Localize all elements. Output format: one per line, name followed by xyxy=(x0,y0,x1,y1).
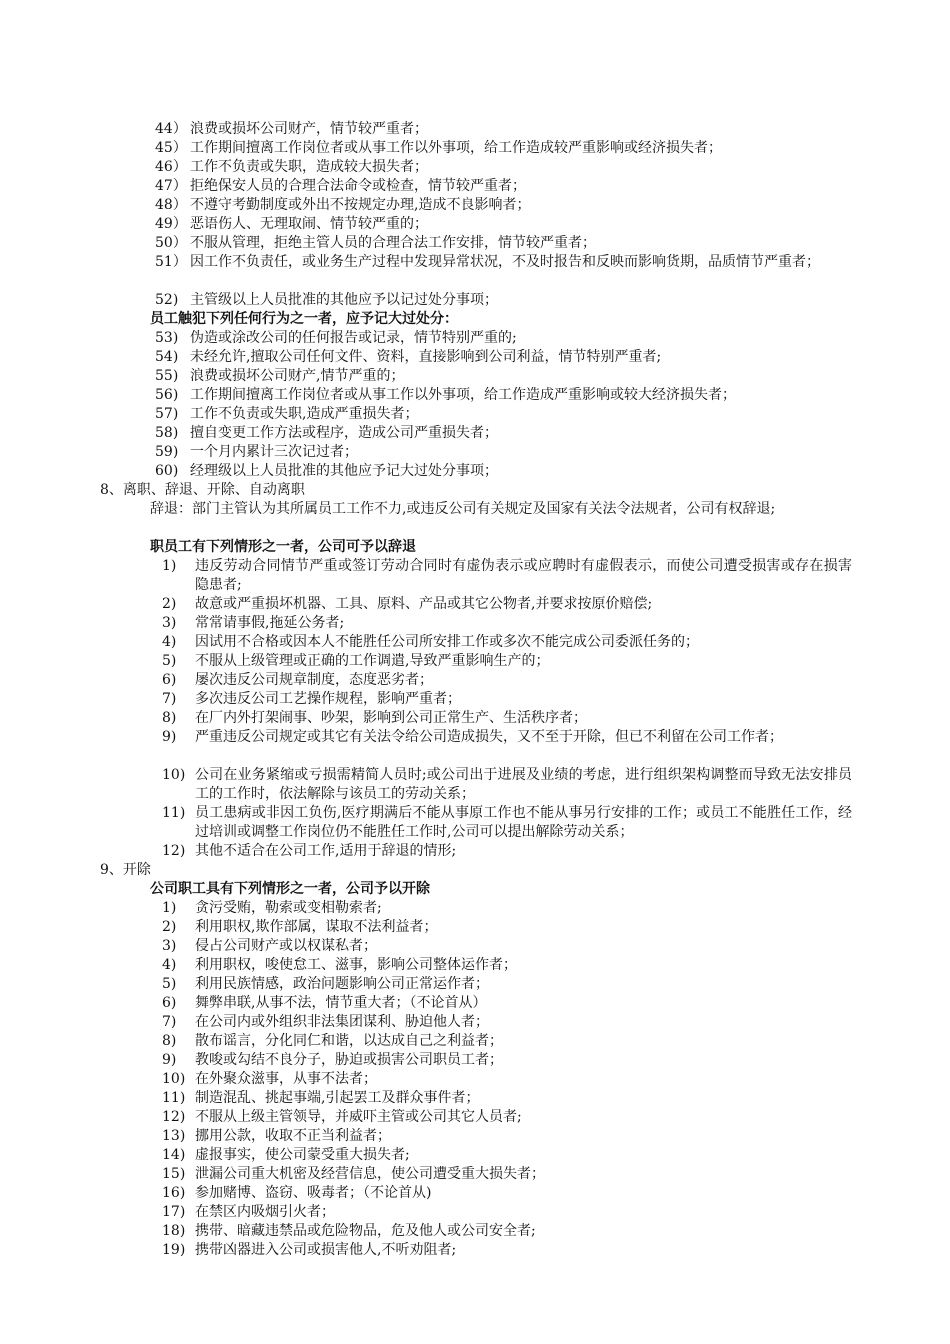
item-number: 8) xyxy=(162,710,177,726)
item-text: 舞弊串联,从事不法，情节重大者；（不论首从） xyxy=(195,995,487,1011)
item-text: 浪费或损坏公司财产，情节较严重者； xyxy=(190,121,428,137)
item-text: 工作不负责或失职，造成较大损失者； xyxy=(190,159,428,175)
item-text: 不服从上级主管领导，并威吓主管或公司其它人员者; xyxy=(195,1109,522,1125)
item-text: 恶语伤人、无理取闹、情节较严重的； xyxy=(190,216,428,232)
list-item xyxy=(0,405,950,424)
item-text: 不服从管理，拒绝主管人员的合理合法工作安排，情节较严重者； xyxy=(190,235,596,251)
item-number: 60) xyxy=(155,463,179,479)
item-number: 44） xyxy=(155,121,187,137)
major-demerit-heading xyxy=(0,310,950,329)
list-item xyxy=(0,367,950,386)
section-8-heading xyxy=(0,481,950,500)
item-number: 11) xyxy=(162,1090,186,1106)
list-item xyxy=(0,158,950,177)
item-number: 10) xyxy=(162,1071,186,1087)
item-text: 利用职权，唆使怠工、滋事，影响公司整体运作者； xyxy=(195,957,517,973)
list-item xyxy=(0,728,950,766)
item-text: 教唆或勾结不良分子，胁迫或损害公司职员工者； xyxy=(195,1052,503,1068)
list-item xyxy=(0,709,950,728)
expulsion-list xyxy=(0,899,950,1260)
item-number: 6) xyxy=(162,995,177,1011)
item-text: 擅自变更工作方法或程序，造成公司严重损失者； xyxy=(190,425,498,441)
item-text: 在外聚众滋事，从事不法者； xyxy=(195,1071,377,1087)
item-text: 虚报事实，使公司蒙受重大损失者; xyxy=(195,1147,410,1163)
major-demerit-list xyxy=(0,329,950,481)
list-item xyxy=(0,215,950,234)
list-item xyxy=(0,975,950,994)
list-item xyxy=(0,348,950,367)
item-number: 15) xyxy=(162,1166,186,1182)
item-text: 多次违反公司工艺操作规程，影响严重者； xyxy=(195,691,461,707)
list-item xyxy=(0,1108,950,1127)
list-item xyxy=(0,196,950,215)
definition-text: 辞退：部门主管认为其所属员工工作不力,或违反公司有关规定及国家有关法令法规者，公司有权辞退; xyxy=(150,501,776,517)
list-item xyxy=(0,253,950,291)
item-number: 16) xyxy=(162,1185,186,1201)
list-item xyxy=(0,329,950,348)
section-9-heading xyxy=(0,861,950,880)
item-text: 因工作不负责任，或业务生产过程中发现异常状况，不及时报告和反映而影响货期，品质情节严重者； xyxy=(190,254,820,270)
item-number: 58) xyxy=(155,425,179,441)
list-item xyxy=(0,139,950,158)
list-item xyxy=(0,595,950,614)
item-number: 47） xyxy=(155,178,187,194)
list-item xyxy=(0,766,950,804)
item-text: 公司在业务紧缩或亏损需精简人员时;或公司出于进展及业绩的考虑，进行组织架构调整而导致无法安排员工的工作时，依法解除与该员工的劳动关系； xyxy=(195,767,852,802)
item-number: 48） xyxy=(155,197,187,213)
list-item xyxy=(0,1222,950,1241)
item-number: 56) xyxy=(155,387,179,403)
list-item xyxy=(0,614,950,633)
item-number: 46） xyxy=(155,159,187,175)
item-text: 在禁区内吸烟引火者； xyxy=(195,1204,335,1220)
item-text: 在厂内外打架闹事、吵架，影响到公司正常生产、生活秩序者； xyxy=(195,710,587,726)
expulsion-subheading xyxy=(0,880,950,899)
list-item xyxy=(0,842,950,861)
item-number: 54) xyxy=(155,349,179,365)
document-body xyxy=(0,120,950,1260)
item-number: 12) xyxy=(162,1109,186,1125)
list-item xyxy=(0,633,950,652)
list-item xyxy=(0,937,950,956)
item-number: 7) xyxy=(162,691,177,707)
item-text: 泄漏公司重大机密及经营信息，使公司遭受重大损失者； xyxy=(195,1166,545,1182)
item-number: 52) xyxy=(155,292,179,308)
item-number: 2) xyxy=(162,919,177,935)
list-item xyxy=(0,1165,950,1184)
item-text: 不遵守考勤制度或外出不按规定办理,造成不良影响者； xyxy=(190,197,531,213)
item-number: 1) xyxy=(162,900,177,916)
item-number: 53) xyxy=(155,330,179,346)
item-text: 员工患病或非因工负伤,医疗期满后不能从事原工作也不能从事另行安排的工作；或员工不能胜任工作，经过培训或调整工作岗位仍不能胜任工作时,公司可以提出解除劳动关系； xyxy=(195,805,852,840)
list-item xyxy=(0,652,950,671)
item-text: 在公司内或外组织非法集团谋利、胁迫他人者； xyxy=(195,1014,489,1030)
item-number: 9) xyxy=(162,1052,177,1068)
list-item xyxy=(0,1127,950,1146)
item-text: 工作期间擅离工作岗位者或从事工作以外事项，给工作造成较严重影响或经济损失者； xyxy=(190,140,722,156)
list-item xyxy=(0,177,950,196)
item-number: 49） xyxy=(155,216,187,232)
list-item xyxy=(0,1051,950,1070)
item-number: 14) xyxy=(162,1147,186,1163)
dismissal-definition xyxy=(0,500,950,538)
list-item xyxy=(0,234,950,253)
item-number: 13) xyxy=(162,1128,186,1144)
item-number: 19) xyxy=(162,1242,186,1258)
item-text: 常常请事假,拖延公务者; xyxy=(195,615,345,631)
list-item xyxy=(0,1070,950,1089)
item-text: 参加赌博、盗窃、吸毒者；（不论首从) xyxy=(195,1185,432,1201)
item-number: 45） xyxy=(155,140,187,156)
item-text: 携带凶器进入公司或损害他人,不听劝阻者; xyxy=(195,1242,457,1258)
item-text: 制造混乱、挑起事端,引起罢工及群众事件者； xyxy=(195,1090,480,1106)
item-text: 工作期间擅离工作岗位者或从事工作以外事项，给工作造成严重影响或较大经济损失者； xyxy=(190,387,736,403)
item-text: 利用职权,欺作部属，谋取不法利益者； xyxy=(195,919,438,935)
list-item xyxy=(0,1032,950,1051)
list-item xyxy=(0,291,950,310)
list-item xyxy=(0,1146,950,1165)
item-number: 7) xyxy=(162,1014,177,1030)
heading-text: 8、离职、辞退、开除、自动离职 xyxy=(100,482,305,498)
item-text: 未经允许,擅取公司任何文件、资料，直接影响到公司利益，情节特别严重者; xyxy=(190,349,662,365)
list-item xyxy=(0,956,950,975)
list-item xyxy=(0,671,950,690)
item-number: 2) xyxy=(162,596,177,612)
dismissal-subheading xyxy=(0,538,950,557)
item-text: 故意或严重损坏机器、工具、原料、产品或其它公物者,并要求按原价赔偿; xyxy=(195,596,653,612)
heading-text: 员工触犯下列任何行为之一者，应予记大过处分： xyxy=(150,311,458,327)
item-number: 3) xyxy=(162,938,177,954)
item-number: 18) xyxy=(162,1223,186,1239)
item-number: 10) xyxy=(162,767,186,783)
list-item xyxy=(0,424,950,443)
list-item xyxy=(0,1089,950,1108)
item-number: 51） xyxy=(155,254,187,270)
list-item xyxy=(0,462,950,481)
item-text: 违反劳动合同情节严重或签订劳动合同时有虚伪表示或应聘时有虚假表示，而使公司遭受损害或存在损害隐患者; xyxy=(195,558,852,593)
list-item xyxy=(0,386,950,405)
item-text: 拒绝保安人员的合理合法命令或检查，情节较严重者； xyxy=(190,178,526,194)
list-item xyxy=(0,1184,950,1203)
item-text: 不服从上级管理或正确的工作调遣,导致严重影响生产的； xyxy=(195,653,550,669)
list-item xyxy=(0,994,950,1013)
item-number: 9) xyxy=(162,729,177,745)
demerit-list xyxy=(0,120,950,310)
list-item xyxy=(0,1241,950,1260)
item-text: 伪造或涂改公司的任何报告或记录，情节特别严重的; xyxy=(190,330,517,346)
item-text: 利用民族情感，政治问题影响公司正常运作者； xyxy=(195,976,489,992)
item-number: 55) xyxy=(155,368,179,384)
item-text: 主管级以上人员批准的其他应予以记过处分事项； xyxy=(190,292,498,308)
subheading-text: 公司职工具有下列情形之一者，公司予以开除 xyxy=(150,881,430,897)
item-number: 17) xyxy=(162,1204,186,1220)
item-text: 挪用公款，收取不正当利益者； xyxy=(195,1128,391,1144)
item-text: 携带、暗藏违禁品或危险物品，危及他人或公司安全者; xyxy=(195,1223,536,1239)
item-text: 浪费或损坏公司财产,情节严重的； xyxy=(190,368,405,384)
item-number: 6) xyxy=(162,672,177,688)
item-number: 57) xyxy=(155,406,179,422)
list-item xyxy=(0,443,950,462)
item-number: 8) xyxy=(162,1033,177,1049)
list-item xyxy=(0,804,950,842)
item-number: 59) xyxy=(155,444,179,460)
list-item xyxy=(0,557,950,595)
item-text: 散布谣言，分化同仁和谐，以达成自己之利益者； xyxy=(195,1033,503,1049)
item-number: 5) xyxy=(162,653,177,669)
list-item xyxy=(0,120,950,139)
item-number: 1) xyxy=(162,558,177,574)
item-text: 一个月内累计三次记过者； xyxy=(190,444,358,460)
item-text: 严重违反公司规定或其它有关法令给公司造成损失，又不至于开除，但已不利留在公司工作者； xyxy=(195,729,783,745)
item-text: 经理级以上人员批准的其他应予记大过处分事项； xyxy=(190,463,498,479)
item-number: 5) xyxy=(162,976,177,992)
item-number: 11) xyxy=(162,805,186,821)
item-text: 贪污受贿，勒索或变相勒索者; xyxy=(195,900,382,916)
item-number: 4) xyxy=(162,957,177,973)
subheading-text: 职员工有下列情形之一者，公司可予以辞退 xyxy=(150,539,416,555)
item-number: 50） xyxy=(155,235,187,251)
list-item xyxy=(0,1203,950,1222)
list-item xyxy=(0,899,950,918)
heading-text: 9、开除 xyxy=(100,862,151,878)
item-number: 3) xyxy=(162,615,177,631)
dismissal-list xyxy=(0,557,950,861)
item-number: 4) xyxy=(162,634,177,650)
item-text: 其他不适合在公司工作,适用于辞退的情形; xyxy=(195,843,457,859)
item-text: 工作不负责或失职,造成严重损失者； xyxy=(190,406,419,422)
item-text: 屡次违反公司规章制度，态度恶劣者； xyxy=(195,672,433,688)
list-item xyxy=(0,690,950,709)
item-text: 因试用不合格或因本人不能胜任公司所安排工作或多次不能完成公司委派任务的； xyxy=(195,634,699,650)
list-item xyxy=(0,918,950,937)
item-number: 12) xyxy=(162,843,186,859)
item-text: 侵占公司财产或以权谋私者； xyxy=(195,938,377,954)
list-item xyxy=(0,1013,950,1032)
